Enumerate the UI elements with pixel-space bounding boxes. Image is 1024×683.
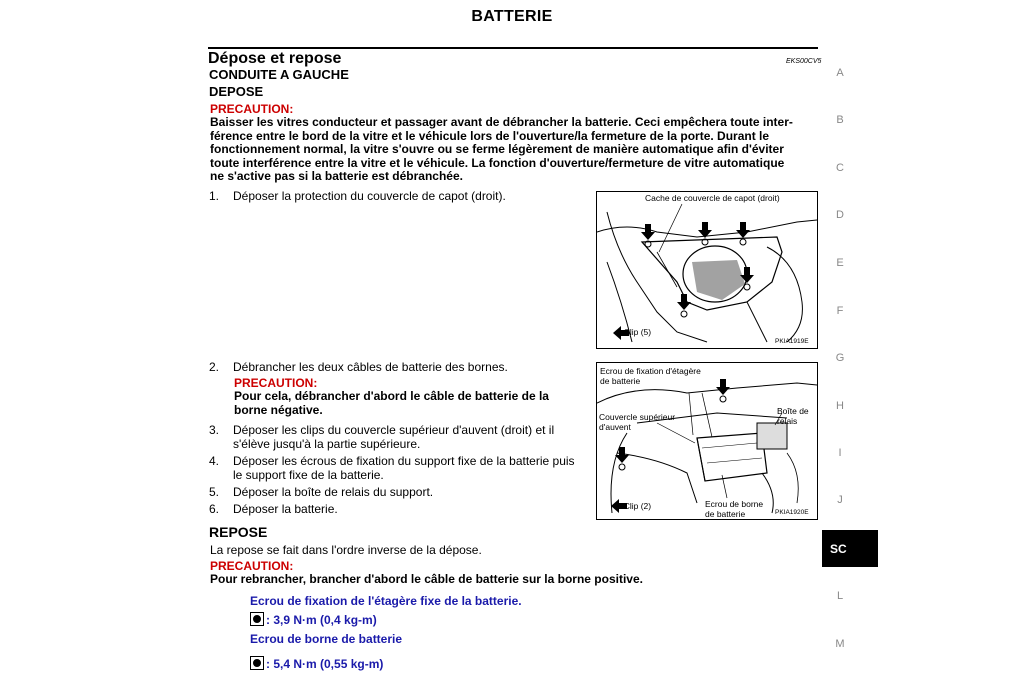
precaution-label: PRECAUTION: (210, 102, 294, 116)
side-index-b[interactable]: B (836, 114, 844, 126)
precaution-label: PRECAUTION: (234, 376, 318, 390)
section-title: Dépose et repose (208, 50, 342, 67)
step-number: 3. (209, 423, 220, 437)
figure-callout: Couvercle supérieur d'auvent (599, 412, 676, 432)
step-text: Déposer les écrous de fixation du support fixe de la batterie puis le support fixe de la batterie. (233, 454, 575, 482)
precaution-text: Baisser les vitres conducteur et passager avant de débrancher la batterie. Ceci empêchera toute inter- férence entre le bord de la vitre et le véhicule lors de l'ouverture/la fermeture de la porte. Durant le fonctionnement normal, la vitre s'ouvre ou se ferme légèrement de manière automatique afin d'éviter toute interférence entre la vitre et le véhicule. La fonction d'ouverture/fermeture de vitre automatique ne s'active pas si la batterie est débranchée. (210, 115, 793, 184)
repose-text: La repose se fait dans l'ordre inverse de la dépose. (210, 543, 482, 557)
torque-item-value: : 3,9 N·m (0,4 kg-m) (250, 612, 377, 627)
repose-heading: REPOSE (209, 524, 268, 540)
precaution-text: Pour cela, débrancher d'abord le câble de batterie de la borne négative. (234, 389, 549, 417)
step-text: Débrancher les deux câbles de batterie des bornes. (233, 360, 508, 374)
torque-wrench-icon (250, 612, 264, 626)
torque-item-label: Ecrou de borne de batterie (250, 632, 403, 646)
figure-callout: Ecrou de fixation d'étagère de batterie (600, 366, 701, 386)
torque-item-label: Ecrou de fixation de l'étagère fixe de la batterie. (250, 594, 522, 608)
figure-legend: : Clip (2) (619, 501, 652, 511)
figure-legend: : Clip (5) (619, 327, 652, 337)
step-number: 2. (209, 360, 220, 374)
side-index-sc-active[interactable]: SC (822, 530, 878, 567)
figure-code: PKIA1919E (775, 338, 809, 345)
precaution-label: PRECAUTION: (210, 559, 294, 573)
step-number: 4. (209, 454, 220, 468)
section-subtitle: CONDUITE A GAUCHE (209, 67, 349, 82)
side-index-i[interactable]: I (838, 447, 842, 459)
clip-arrow-icon (611, 379, 730, 513)
figure-callout: Boîte de relais (777, 406, 809, 426)
side-index-c[interactable]: C (836, 162, 844, 174)
step-text: Déposer la boîte de relais du support. (233, 485, 434, 499)
step-number: 5. (209, 485, 220, 499)
depose-heading: DEPOSE (209, 84, 264, 99)
torque-item-value: : 5,4 N·m (0,55 kg-m) (250, 656, 383, 671)
step-text: Déposer les clips du couvercle supérieur d'auvent (droit) et il s'élève jusqu'à la partie supérieure. (233, 423, 555, 451)
side-index-j[interactable]: J (837, 494, 843, 506)
side-index-l[interactable]: L (836, 590, 844, 602)
document-code: EKS00CV5 (786, 58, 822, 65)
figure-callout: Cache de couvercle de capot (droit) (645, 193, 780, 203)
figure-code: PKIA1920E (775, 509, 809, 516)
side-index-f[interactable]: F (836, 305, 844, 317)
side-index-d[interactable]: D (836, 209, 844, 221)
section-rule (208, 47, 818, 49)
precaution-text: Pour rebrancher, brancher d'abord le câble de batterie sur la borne positive. (210, 572, 643, 586)
step-text: Déposer la protection du couvercle de capot (droit). (233, 189, 506, 203)
side-index-a[interactable]: A (836, 67, 844, 79)
side-index-h[interactable]: H (836, 400, 844, 412)
step-number: 6. (209, 502, 220, 516)
torque-wrench-icon (250, 656, 264, 670)
figure-callout: Ecrou de borne de batterie (705, 499, 764, 519)
step-number: 1. (209, 189, 220, 203)
figure-battery (596, 362, 818, 520)
page-title: BATTERIE (471, 8, 553, 25)
figure-hood-cover (596, 191, 818, 349)
side-index-g[interactable]: G (835, 352, 845, 364)
side-index-m[interactable]: M (835, 638, 845, 650)
step-text: Déposer la batterie. (233, 502, 338, 516)
side-index-e[interactable]: E (836, 257, 844, 269)
